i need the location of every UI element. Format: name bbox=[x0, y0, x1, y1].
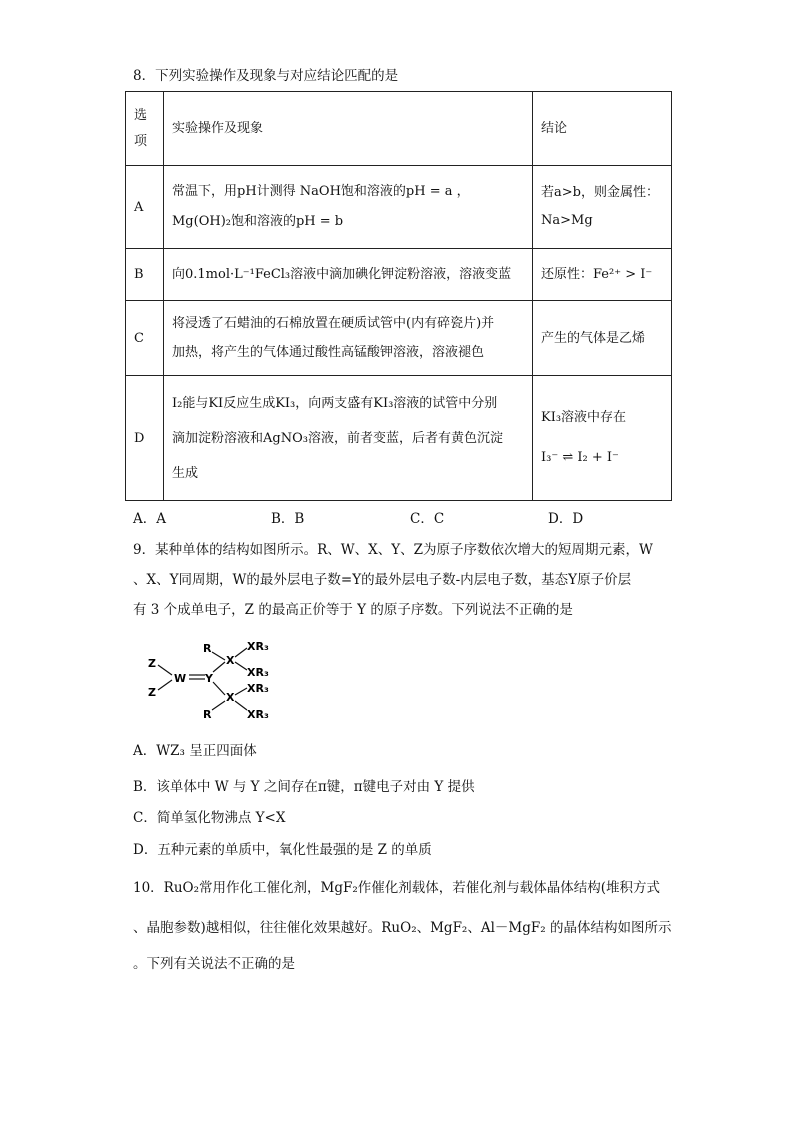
q10-stem-line: 10．RuO₂常用作化工催化剂，MgF₂作催化剂载体，若催化剂与载体晶体结构(堆积方式 bbox=[133, 880, 661, 896]
row-option: B bbox=[126, 249, 164, 301]
group-xr3-4: XR₃ bbox=[247, 708, 269, 721]
table-row bbox=[126, 301, 672, 376]
header-conclusion: 结论 bbox=[533, 92, 672, 166]
row-conclusion bbox=[533, 166, 672, 249]
row-operation bbox=[164, 301, 533, 376]
atom-y: Y bbox=[205, 672, 213, 685]
q9-stem-line: 9．某种单体的结构如图所示。R、W、X、Y、Z为原子序数依次增大的短周期元素，W bbox=[133, 542, 653, 558]
choice-d[interactable]: D．D bbox=[548, 511, 584, 527]
op-line: Mg(OH)₂饱和溶液的pH = b bbox=[172, 214, 344, 229]
q8-table bbox=[125, 91, 672, 501]
conc-line: I₃⁻ ⇌ I₂ + I⁻ bbox=[541, 450, 619, 465]
atom-w: W bbox=[174, 672, 187, 685]
choice-c[interactable]: C．C bbox=[410, 511, 445, 527]
atom-x-top: X bbox=[226, 654, 235, 667]
choice-a[interactable]: A．A bbox=[133, 511, 166, 527]
row-operation bbox=[164, 166, 533, 249]
op-line: 常温下，用pH计测得 NaOH饱和溶液的pH = a ， bbox=[172, 184, 470, 199]
row-conclusion bbox=[533, 376, 672, 501]
op-line: I₂能与KI反应生成KI₃，向两支盛有KI₃溶液的试管中分别 bbox=[172, 395, 498, 411]
atom-x-bottom: X bbox=[226, 691, 235, 704]
atom-z-top: Z bbox=[148, 657, 156, 670]
op-line: 生成 bbox=[172, 465, 199, 481]
table-row bbox=[126, 376, 672, 501]
q9-stem-line: 、X、Y同周期，W的最外层电子数=Y的最外层电子数-内层电子数，基态Y原子价层 bbox=[133, 572, 632, 588]
row-conclusion bbox=[533, 249, 672, 301]
q9-option-b[interactable]: B．该单体中 W 与 Y 之间存在π键，π键电子对由 Y 提供 bbox=[133, 779, 475, 795]
row-option: A bbox=[126, 166, 164, 249]
q8-stem: 8．下列实验操作及现象与对应结论匹配的是 bbox=[133, 68, 399, 84]
q9-option-a[interactable]: A．WZ₃ 呈正四面体 bbox=[133, 743, 257, 759]
row-conclusion bbox=[533, 301, 672, 376]
conc-line: 若a>b，则金属性： bbox=[541, 185, 659, 200]
row-operation bbox=[164, 249, 533, 301]
row-option: C bbox=[126, 301, 164, 376]
table-row bbox=[126, 249, 672, 301]
q9-option-d[interactable]: D．五种元素的单质中，氧化性最强的是 Z 的单质 bbox=[133, 842, 432, 858]
op-line: 加热，将产生的气体通过酸性高锰酸钾溶液，溶液褪色 bbox=[172, 345, 485, 360]
group-xr3-3: XR₃ bbox=[247, 682, 269, 695]
header-option: 选项 bbox=[126, 92, 164, 166]
op-line: 向0.1mol·L⁻¹FeCl₃溶液中滴加碘化钾淀粉溶液，溶液变蓝 bbox=[172, 267, 512, 282]
q10-stem-line: 。下列有关说法不正确的是 bbox=[133, 956, 295, 972]
group-xr3-2: XR₃ bbox=[247, 666, 269, 679]
atom-r-top: R bbox=[203, 642, 212, 655]
choice-b[interactable]: B．B bbox=[271, 511, 305, 527]
conc-line: 还原性：Fe²⁺ > I⁻ bbox=[541, 267, 653, 282]
op-line: 滴加淀粉溶液和AgNO₃溶液，前者变蓝，后者有黄色沉淀 bbox=[172, 430, 503, 446]
q9-option-c[interactable]: C．简单氢化物沸点 Y<X bbox=[133, 810, 286, 826]
row-operation bbox=[164, 376, 533, 501]
q10-stem-line: 、晶胞参数)越相似，往往催化效果越好。RuO₂、MgF₂、Al－MgF₂ 的晶体结构如图所示 bbox=[133, 920, 672, 936]
group-xr3-1: XR₃ bbox=[247, 640, 269, 653]
q9-stem-line: 有 3 个成单电子，Z 的最高正价等于 Y 的原子序数。下列说法不正确的是 bbox=[133, 602, 573, 618]
header-operation: 实验操作及现象 bbox=[164, 92, 533, 166]
op-line: 将浸透了石蜡油的石棉放置在硬质试管中(内有碎瓷片)并 bbox=[172, 316, 495, 331]
conc-line: KI₃溶液中存在 bbox=[541, 410, 627, 425]
atom-z-bottom: Z bbox=[148, 686, 156, 699]
monomer-structure-diagram bbox=[145, 640, 285, 725]
table-row bbox=[126, 166, 672, 249]
atom-r-bottom: R bbox=[203, 708, 212, 721]
conc-line: Na>Mg bbox=[541, 213, 593, 228]
conc-line: 产生的气体是乙烯 bbox=[541, 330, 646, 346]
row-option: D bbox=[126, 376, 164, 501]
table-header-row bbox=[126, 92, 672, 166]
